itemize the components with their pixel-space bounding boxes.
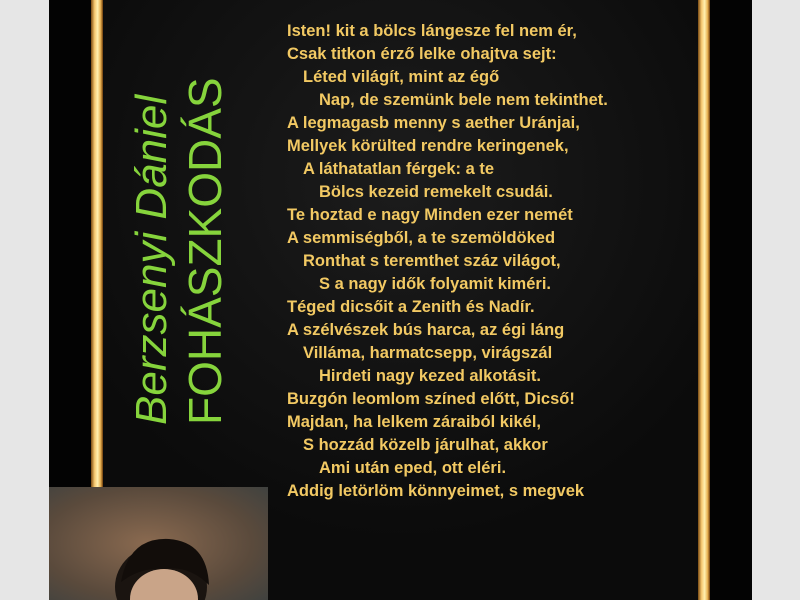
- vertical-title: [128, 77, 230, 425]
- poem-line: Ronthat s teremthet száz világot,: [303, 252, 561, 270]
- poem-text: [287, 20, 608, 503]
- stanza: [287, 296, 608, 388]
- poem-line: S hozzád közelb járulhat, akkor: [303, 436, 548, 454]
- stanza: [287, 20, 608, 112]
- poem-line: Addig letörlöm könnyeimet, s megvek: [287, 482, 585, 500]
- poem-line: Csak titkon érző lelke ohajtva sejt:: [287, 45, 557, 63]
- stanza: [287, 480, 608, 503]
- poem-line: A láthatatlan férgek: a te: [303, 160, 495, 178]
- stanza: [287, 388, 608, 480]
- poem-line: Isten! kit a bölcs lángesze fel nem ér,: [287, 22, 577, 40]
- poem-line: Ami után eped, ott eléri.: [319, 459, 507, 477]
- poem-title: FOHÁSZKODÁS: [179, 77, 231, 425]
- stanza: [287, 112, 608, 204]
- gold-frame-right: [698, 0, 710, 600]
- poem-line: A semmiségből, a te szemöldöked: [287, 229, 556, 247]
- poem-line: Villáma, harmatcsepp, virágszál: [303, 344, 553, 362]
- poem-line: Mellyek körülted rendre keringenek,: [287, 137, 569, 155]
- poem-line: Hirdeti nagy kezed alkotásit.: [319, 367, 541, 385]
- poem-line: A legmagasb menny s aether Uránjai,: [287, 114, 580, 132]
- poem-line: Téged dicsőit a Zenith és Nadír.: [287, 298, 535, 316]
- stanza: [287, 204, 608, 296]
- poem-line: Nap, de szemünk bele nem tekinthet.: [319, 91, 608, 109]
- poem-line: Buzgón leomlom színed előtt, Dicső!: [287, 390, 575, 408]
- poem-line: Majdan, ha lelkem záraiból kikél,: [287, 413, 542, 431]
- poem-line: Léted világít, mint az égő: [303, 68, 500, 86]
- poem-line: S a nagy idők folyamit kiméri.: [319, 275, 551, 293]
- author-name: Berzsenyi Dániel: [127, 94, 176, 425]
- poem-line: Bölcs kezeid remekelt csudái.: [319, 183, 553, 201]
- author-portrait: [49, 487, 268, 600]
- poem-line: A szélvészek bús harca, az égi láng: [287, 321, 565, 339]
- poem-line: Te hoztad e nagy Minden ezer nemét: [287, 206, 573, 224]
